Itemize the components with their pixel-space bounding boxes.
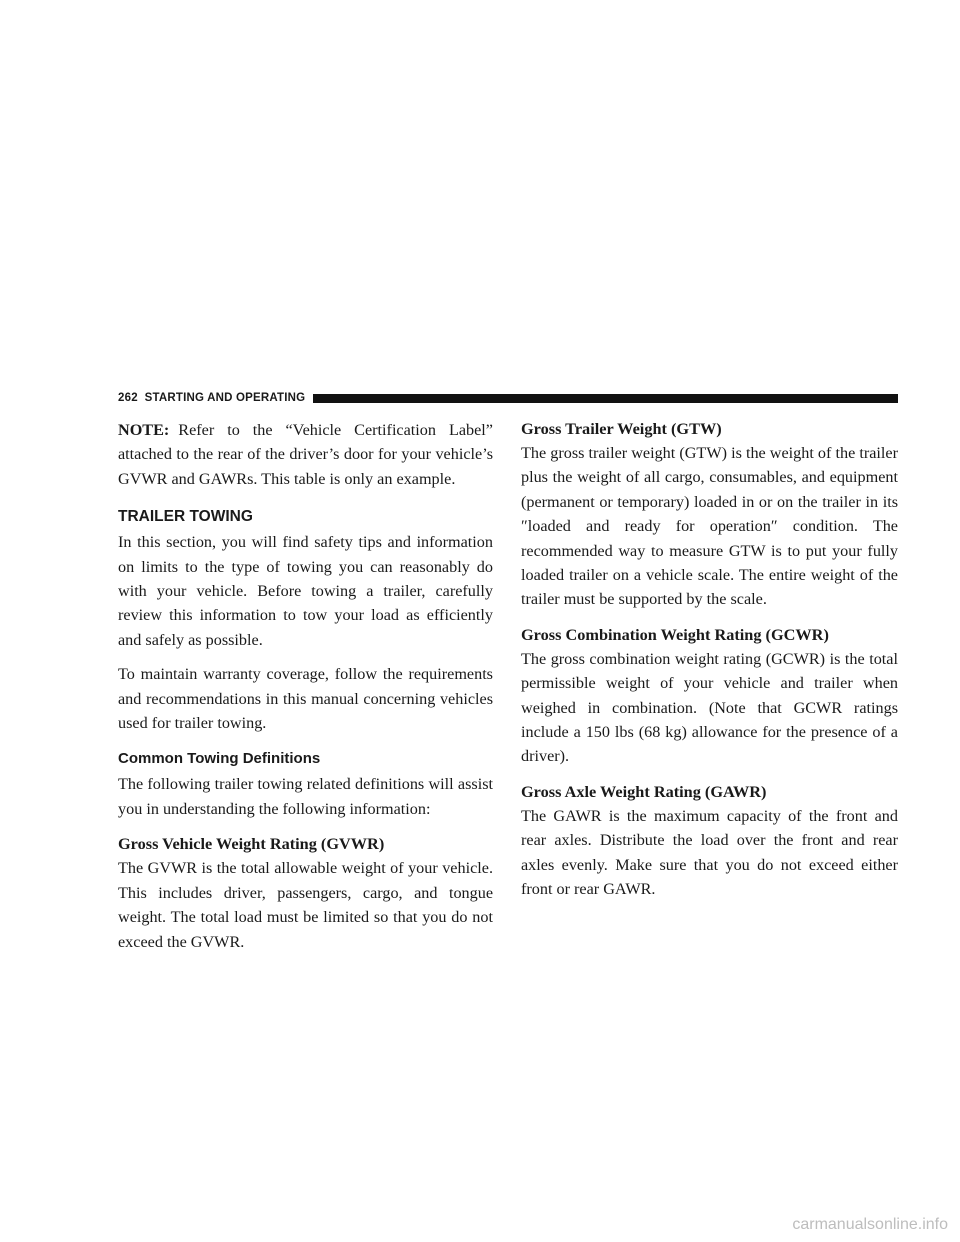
section-title: STARTING AND OPERATING xyxy=(144,392,306,404)
note-label: NOTE: xyxy=(118,421,170,439)
left-column xyxy=(118,418,493,964)
right-column xyxy=(521,418,898,912)
trailer-towing-heading: TRAILER TOWING xyxy=(118,508,253,526)
page-header xyxy=(118,390,898,406)
gcwr-text: The gross combination weight rating (GCWR) is the total permissible weight of your vehicle and trailer when weighed in combination. (Note that GCWR ratings include a 150 lbs (68 kg) allowance for the presence of a driver). xyxy=(521,649,898,766)
gtw-heading: Gross Trailer Weight (GTW) xyxy=(521,419,722,438)
gawr-text: The GAWR is the maximum capacity of the front and rear axles. Distribute the load over the front and rear axles evenly. Make sure that you do not exceed either front or rear GAWR. xyxy=(521,806,898,899)
gvwr-heading: Gross Vehicle Weight Rating (GVWR) xyxy=(118,834,385,854)
gcwr-heading: Gross Combination Weight Rating (GCWR) xyxy=(521,624,829,644)
trailer-towing-paragraph-1: In this section, you will find safety tips and information on limits to the type of towing you can reasonably do with your vehicle. Before towing a trailer, carefully review this information to tow your load as efficiently and safely as possible. xyxy=(118,533,493,649)
note-paragraph xyxy=(118,418,493,491)
gtw-text: The gross trailer weight (GTW) is the weight of the trailer plus the weight of all cargo, consumables, and equipment (permanent or temporary) loaded in or on the trailer in its ″loaded and ready for operation″ condition. The recommended way to measure GTW is to put your fully loaded trailer on a vehicle scale. The entire weight of the trailer must be supported by the scale. xyxy=(521,444,898,609)
page-number: 262 xyxy=(118,392,138,404)
page-header-text xyxy=(118,392,313,404)
gvwr-text: The GVWR is the total allowable weight of your vehicle. This includes driver, passengers, cargo, and tongue weight. The total load must be limited so that you do not exceed the GVWR. xyxy=(118,859,493,951)
definitions-intro: The following trailer towing related definitions will assist you in understanding the following information: xyxy=(118,775,493,818)
watermark: carmanualsonline.info xyxy=(792,1216,948,1233)
trailer-towing-paragraph-2: To maintain warranty coverage, follow the requirements and recommendations in this manual concerning vehicles used for trailer towing. xyxy=(118,665,493,733)
header-rule xyxy=(313,394,898,403)
gawr-heading: Gross Axle Weight Rating (GAWR) xyxy=(521,781,767,801)
definitions-heading: Common Towing Definitions xyxy=(118,750,321,768)
note-text: Refer to the “Vehicle Certification Label” attached to the rear of the driver’s door for your vehicle’s GVWR and GAWRs. This table is only an example. xyxy=(118,421,493,488)
